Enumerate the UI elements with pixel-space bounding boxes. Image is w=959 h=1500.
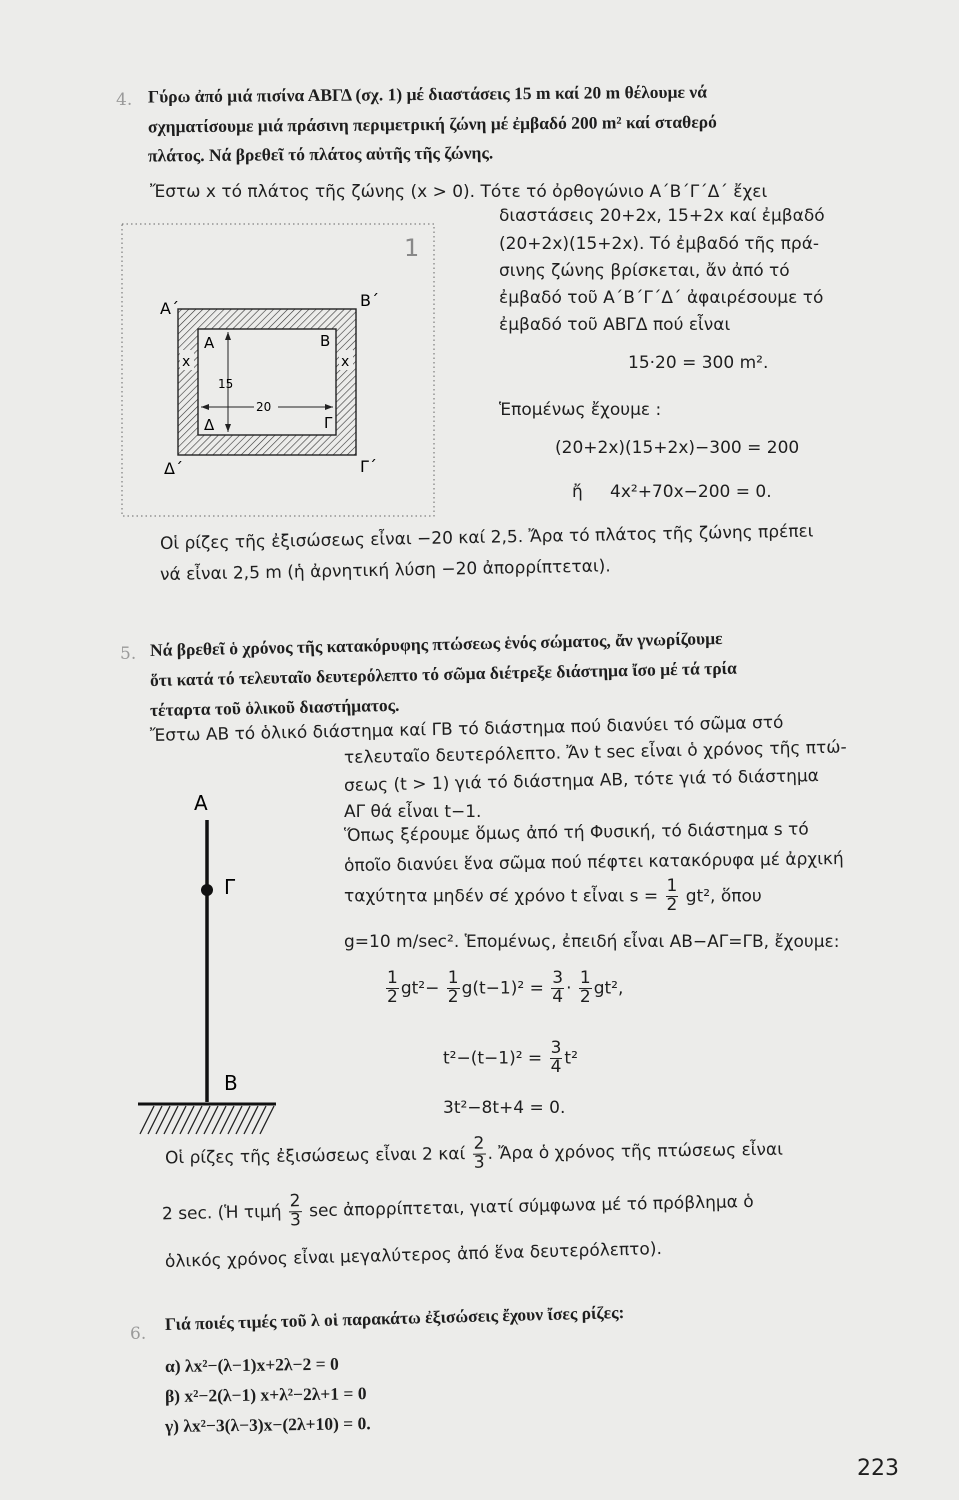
text-line: Ἑπομένως ἔχουμε :: [499, 400, 662, 420]
problem-title-line: Νά βρεθεῖ ὁ χρόνος τῆς κατακόρυφης πτώσεως ἑνός σώματος, ἄν γνωρίζουμε: [149, 628, 723, 660]
vertex-label: Δ΄: [164, 459, 183, 478]
vertex-label: Δ: [204, 416, 215, 434]
point-label-G: Γ: [224, 875, 236, 899]
figure-1-pool-diagram: [120, 222, 440, 522]
problem-number: 4.: [116, 90, 133, 110]
text-line: 2 sec. (Ἡ τιμή $\frac{2}{3}$ sec ἀπορρίπτεται, γιατί σύμφωνα μέ τό πρόβλημα ὁ: [161, 1191, 754, 1231]
text-line: ἐμβαδό τοῦ Α΄Β΄Γ΄Δ΄ ἀφαιρέσουμε τό: [499, 288, 824, 308]
text-line: Ἔστω x τό πλάτος τῆς ζώνης (x > 0). Τότε τό ὀρθογώνιο Α΄Β΄Γ΄Δ΄ ἔχει: [150, 182, 768, 202]
problem-number: 6.: [130, 1324, 147, 1344]
text-line: Οἱ ρίζες τῆς ἐξισώσεως εἶναι −20 καί 2,5. Ἄρα τό πλάτος τῆς ζώνης πρέπει: [159, 521, 814, 554]
problem-title-line: ὅτι κατά τό τελευταῖο δευτερόλεπτο τό σῶμα διέτρεξε διάστημα ἴσο μέ τά τρία: [149, 657, 737, 690]
problem-title-line: πλάτος. Νά βρεθεῖ τό πλάτος αὐτῆς τῆς ζώνης.: [147, 142, 494, 166]
text-line: Οἱ ρίζες τῆς ἐξισώσεως εἶναι 2 καί $\frac{2}{3}$ . Ἄρα ὁ χρόνος τῆς πτώσεως εἶναι: [164, 1133, 784, 1173]
text-line: (20+2x)(15+2x). Τό ἐμβαδό τῆς πρά-: [499, 234, 820, 254]
problem-title-line: τέταρτα τοῦ ὁλικοῦ διαστήματος.: [149, 694, 400, 720]
text-line: Ὅπως ξέρουμε ὅμως ἀπό τή Φυσική, τό διάστημα s τό: [343, 819, 809, 846]
text-line: ἐμβαδό τοῦ ΑΒΓΔ πού εἶναι: [499, 315, 731, 335]
formula-line: ταχύτητα μηδέν σέ χρόνο t εἶναι s = $\frac{1}{2}$ gt², ὅπου: [344, 876, 762, 915]
ground-hatching: [140, 1106, 274, 1134]
width-x-label: x: [182, 354, 191, 370]
text-line: διαστάσεις 20+2x, 15+2x καί ἐμβαδό: [499, 206, 825, 226]
text-line: σεως (t > 1) γιά τό διάστημα ΑΒ, τότε γιά τό διάστημα: [343, 766, 820, 796]
equation: t²−(t−1)² = $\frac{3}{4}$ t²: [443, 1038, 578, 1077]
vertex-label: Β: [320, 332, 331, 350]
equation: 15·20 = 300 m².: [628, 353, 769, 373]
vertex-label: Γ: [324, 414, 333, 432]
point-label-B: Β: [224, 1071, 238, 1095]
vertex-label: Β΄: [360, 291, 379, 310]
text-line: σινης ζώνης βρίσκεται, ἄν ἀπό τό: [499, 261, 790, 281]
falling-body-figure: [130, 780, 290, 1160]
height-label: 15: [218, 377, 234, 391]
list-item: α) λx²−(λ−1)x+2λ−2 = 0: [164, 1353, 339, 1376]
vertex-label: Α΄: [160, 299, 179, 318]
list-item: γ) λx²−3(λ−3)x−(2λ+10) = 0.: [164, 1413, 371, 1436]
vertex-label: Γ΄: [360, 457, 377, 476]
list-item: β) x²−2(λ−1) x+λ²−2λ+1 = 0: [164, 1383, 367, 1406]
text-line: ὁποῖο διανύει ἕνα σῶμα πού πέφτει κατακόρυφα μέ ἀρχική: [343, 849, 844, 876]
problem-title-line: Γύρω ἀπό μιά πισίνα ΑΒΓΔ (σχ. 1) μέ διαστάσεις 15 m καί 20 m θέλουμε νά: [147, 81, 708, 107]
text-line: ὁλικός χρόνος εἶναι μεγαλύτερος ἀπό ἕνα δευτερόλεπτο).: [164, 1238, 663, 1272]
vertex-label: Α: [204, 334, 215, 352]
problem-title-line: σχηματίσουμε μιά πράσινη περιμετρική ζώνη μέ ἐμβαδό 200 m² καί σταθερό: [147, 111, 717, 137]
problem-title-line: Γιά ποιές τιμές τοῦ λ οἱ παρακάτω ἐξισώσεις ἔχουν ἴσες ρίζες:: [164, 1301, 625, 1334]
problem-number: 5.: [120, 644, 137, 664]
text-line: g=10 m/sec². Ἑπομένως, ἐπειδή εἶναι ΑΒ−ΑΓ=ΓΒ, ἔχουμε:: [344, 932, 840, 952]
text-line: ΑΓ θά εἶναι t−1.: [344, 802, 482, 822]
width-x-label: x: [341, 354, 350, 370]
page-number: 223: [857, 1456, 899, 1481]
fraction-one-half: $\frac{1}{2}$: [666, 876, 678, 915]
text-line: Ἔστω ΑΒ τό ὁλικό διάστημα καί ΓΒ τό διάστημα πού διανύει τό σῶμα στό: [149, 712, 784, 746]
text-line: νά εἶναι 2,5 m (ἡ ἀρνητική λύση −20 ἀπορρίπτεται).: [159, 556, 611, 585]
point-G-marker: [201, 884, 213, 896]
equation: 4x²+70x−200 = 0.: [610, 482, 772, 502]
equation: 3t²−8t+4 = 0.: [443, 1098, 566, 1118]
equation: $\frac{1}{2}$ gt²− $\frac{1}{2}$ g(t−1)² = $\frac{3}{4}$ · $\frac{1}{2}$ gt²,: [387, 968, 624, 1007]
point-label-A: Α: [194, 791, 208, 815]
width-label: 20: [256, 400, 272, 414]
text-line: τελευταῖο δευτερόλεπτο. Ἄν t sec εἶναι ὁ χρόνος τῆς πτώ-: [343, 737, 847, 768]
equation: (20+2x)(15+2x)−300 = 200: [555, 438, 800, 458]
equation-or: ἤ: [572, 482, 583, 502]
figure-number: 1: [404, 234, 420, 262]
